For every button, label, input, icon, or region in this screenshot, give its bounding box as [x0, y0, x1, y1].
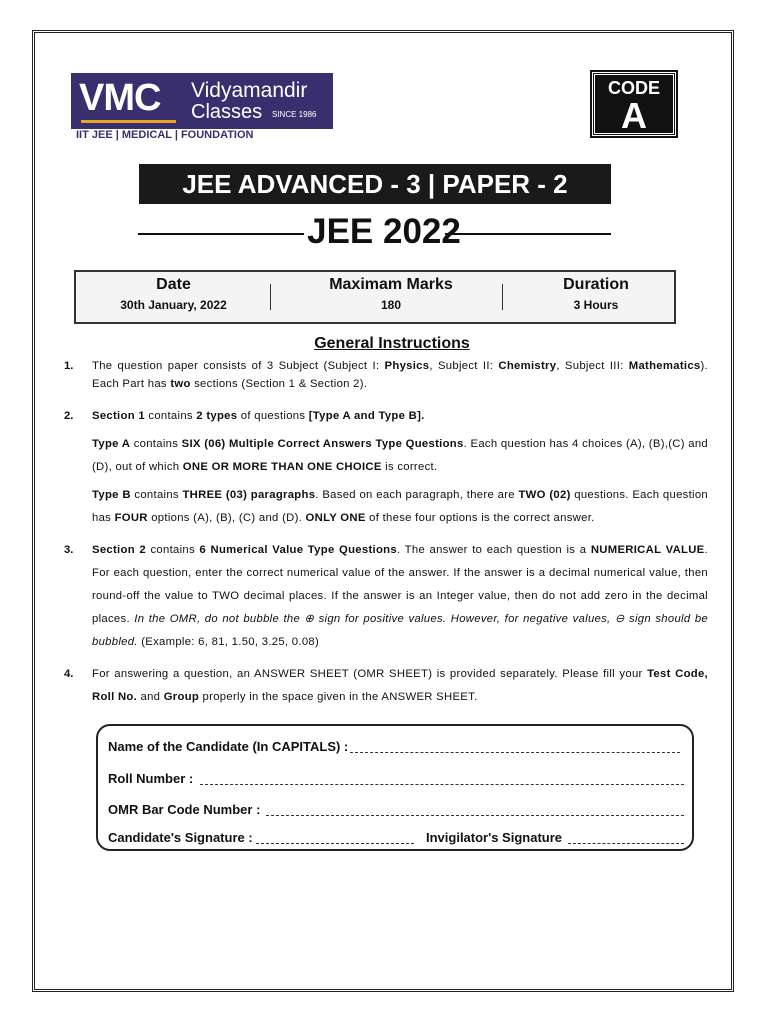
candidate-name-field[interactable]: [350, 752, 680, 753]
logo-underline: [81, 120, 176, 123]
exam-year-title: JEE 2022: [307, 212, 461, 251]
candidate-signature-field[interactable]: [256, 843, 414, 844]
item-number: 3.: [64, 544, 74, 556]
info-heading: Date: [156, 276, 191, 293]
candidate-details-box: [96, 724, 694, 851]
logo-since: SINCE 1986: [272, 110, 317, 119]
item-number: 2.: [64, 410, 74, 422]
logo-tagline: IIT JEE | MEDICAL | FOUNDATION: [76, 129, 254, 141]
candidate-signature-label: Candidate's Signature :: [108, 830, 253, 845]
info-heading: Maximam Marks: [329, 276, 453, 293]
info-value: 3 Hours: [573, 298, 619, 312]
logo-abbr: VMC: [79, 77, 161, 119]
info-marks: [291, 276, 491, 312]
item-text: The question paper consists of 3 Subject (Subject I: Physics, Subject II: Chemistry, Subject III: Mathematics). Each Part has two sections (Section 1 & Section 2).: [92, 360, 708, 390]
item-text: Type B contains THREE (03) paragraphs. Based on each paragraph, there are TWO (02) questions. Each question has FOUR options (A), (B), (C) and (D). ONLY ONE of these four options is the correct answer.: [92, 489, 709, 524]
item-text: Type A contains SIX (06) Multiple Correct Answers Type Questions. Each question has 4 choices (A), (B),(C) and (D), out of which ONE OR MORE THAN ONE CHOICE is correct.: [92, 438, 708, 473]
info-duration: [516, 276, 676, 312]
item-text: Section 2 contains 6 Numerical Value Type Questions. The answer to each question is a NUMERICAL VALUE. For each question, enter the correct numerical value of the answer. If the answer is a decimal numerical value, then round-off the value to TWO decimal places. If the answer is an Integer value, then do not add zero in the decimal places. In the OMR, do not bubble the ⊕ sign for positive values. However, for negative values, ⊖ sign should be bubbled. (Example: 6, 81, 1.50, 3.25, 0.08): [92, 544, 708, 648]
instructions-title: General Instructions: [314, 335, 470, 352]
info-value: 30th January, 2022: [120, 298, 227, 312]
info-date: [86, 276, 261, 312]
paper-banner: JEE ADVANCED - 3 | PAPER - 2: [139, 164, 611, 204]
info-divider: [270, 284, 271, 310]
logo-line2: Classes: [191, 101, 263, 123]
item-number: 4.: [64, 668, 74, 680]
omr-code-field[interactable]: [266, 815, 684, 816]
invigilator-signature-label: Invigilator's Signature: [426, 830, 563, 845]
item-text: For answering a question, an ANSWER SHEET (OMR SHEET) is provided separately. Please fill your Test Code, Roll No. and Group properly in the space given in the ANSWER SHEET.: [92, 668, 708, 703]
vmc-logo: [71, 73, 333, 129]
candidate-name-label: Name of the Candidate (In CAPITALS) :: [108, 739, 349, 754]
code-label: CODE: [607, 78, 660, 98]
roll-number-label: Roll Number :: [108, 771, 194, 786]
info-divider: [502, 284, 503, 310]
item-number: 1.: [64, 360, 74, 372]
logo-line1: Vidyamandir: [191, 79, 308, 102]
code-value: A: [621, 95, 647, 136]
info-value: 180: [380, 298, 402, 312]
roll-number-field[interactable]: [200, 784, 684, 785]
omr-code-label: OMR Bar Code Number :: [108, 802, 261, 817]
code-box: [592, 72, 676, 136]
invigilator-signature-field[interactable]: [568, 843, 684, 844]
exam-info-box: [74, 270, 676, 324]
item-text: Section 1 contains 2 types of questions [Type A and Type B].: [92, 410, 425, 422]
info-heading: Duration: [563, 276, 629, 293]
